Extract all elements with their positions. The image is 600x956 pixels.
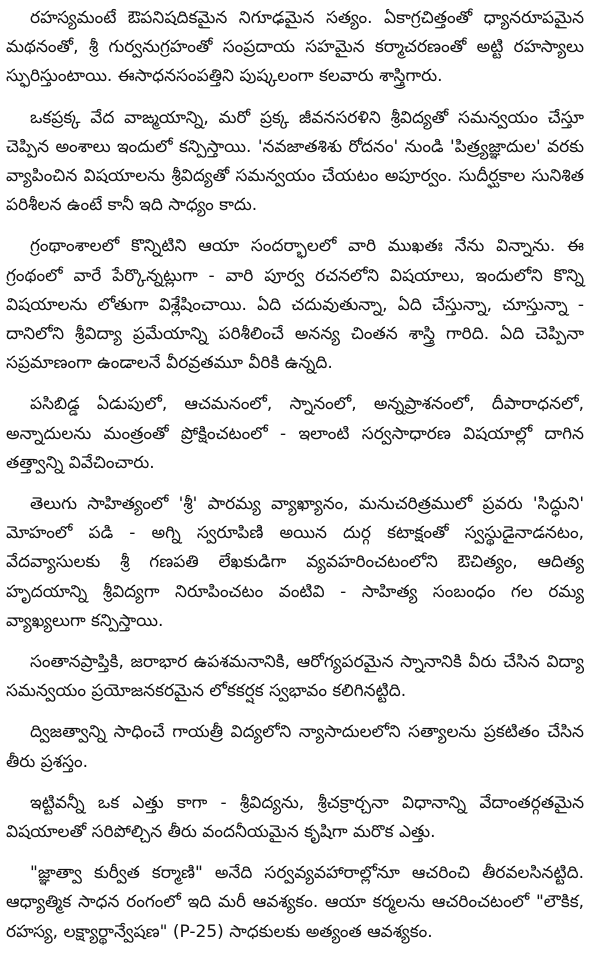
paragraph-5: తెలుగు సాహిత్యంలో 'శ్రీ' పారమ్య వ్యాఖ్యానం, మనుచరిత్రములో ప్రవరు 'సిద్ధుని' మోహంలో పడి - అగ్ని స్వరూపిణి అయిన దుర్గ కటాక్షంతో స్వస్థుడైనాడనటం, వేదవ్యాసులకు శ్రీ గణపతి లేఖకుడిగా వ్యవహరించటంలోని ఔచిత్యం, ఆదిత్య హృదయాన్ని శ్రీవిద్యగా నిరూపించటం వంటివి - సాహిత్య సంబంధం గల రమ్య వ్యాఖ్యలుగా కన్పిస్తాయి. <box>6 494 584 631</box>
paragraph-9: "జ్ఞాత్వా కుర్వీత కర్మాణి" అనేది సర్వవ్యవహారాల్లోనూ ఆచరించి తీరవలసినట్టిది. ఆధ్యాత్మిక సాధన రంగంలో ఇది మరీ ఆవశ్యకం. ఆయా కర్మలను ఆచరించటంలో "లౌకిక, రహస్య, లక్ష్యార్థాన్వేషణ" (P-25) సాధకులకు అత్యంత ఆవశ్యకం. <box>6 863 584 942</box>
paragraph-6: సంతానప్రాప్తికి, జరాభార ఉపశమనానికి, ఆరోగ్యపరమైన స్నానానికి వీరు చేసిన విద్యా సమన్వయం ప్రయోజనకరమైన లోకకర్షక స్వభావం కలిగినట్టిది. <box>6 652 584 702</box>
paragraph-4: పసిబిడ్డ ఏడుపులో, ఆచమనంలో, స్నానంలో, అన్నప్రాశనంలో, దీపారాధనలో, అన్నాదులను మంత్రంతో ప్రోక్షించటంలో - ఇలాంటి సర్వసాధారణ విషయాల్లో దాగిన తత్త్వాన్ని వివేచించారు. <box>6 394 584 473</box>
paragraph-3: గ్రంథాంశాలలో కొన్నిటిని ఆయా సందర్భాలలో వారి ముఖతః నేను విన్నాను. ఈ గ్రంథంలో వారే పేర్కొన్నట్లుగా - వారి పూర్వ రచనలోని విషయాలు, ఇందులోని కొన్ని విషయాలను లోతుగా విశ్లేషించాయి. ఏది చదువుతున్నా, ఏది చేస్తున్నా, చూస్తున్నా - దానిలోని శ్రీవిద్యా ప్రమేయాన్ని పరిశీలించే అనన్య చింతన శాస్త్రి గారిది. ఏది చెప్పినా సప్రమాణంగా ఉండాలనే వీరవ్రతమూ వీరికి ఉన్నది. <box>6 236 584 374</box>
paragraph-7: ద్విజత్వాన్ని సాధించే గాయత్రీ విద్యలోని న్యాసాదులలోని సత్యాలను ప్రకటితం చేసిన తీరు ప్రశస్తం. <box>6 722 584 772</box>
paragraph-2: ఒకప్రక్క వేద వాఙ్మయాన్ని, మరో ప్రక్క జీవనసరళిని శ్రీవిద్యతో సమన్వయం చేస్తూ చెప్పిన అంశాలు ఇందులో కన్పిస్తాయి. 'నవజాతశిశు రోదనం' నుండి 'పిత్ర్యజ్ఞాదుల' వరకు వ్యాపించిన విషయాలను శ్రీవిద్యతో సమన్వయం చేయటం అపూర్వం. సుదీర్ఘకాల సునిశిత పరిశీలన ఉంటే కానీ ఇది సాధ్యం కాదు. <box>6 107 584 216</box>
paragraph-1: రహస్యమంటే ఔపనిషదికమైన నిగూఢమైన సత్యం. ఏకాగ్రచిత్తంతో ధ్యానరూపమైన మథనంతో, శ్రీ గుర్వనుగ్రహంతో సంప్రదాయ సహమైన కర్మాచరణంతో అట్టి రహస్యాలు స్ఫురిస్తుంటాయి. ఈసాధనసంపత్తిని పుష్కలంగా కలవారు శాస్త్రిగారు. <box>6 8 584 87</box>
paragraph-8: ఇట్టివన్నీ ఒక ఎత్తు కాగా - శ్రీవిద్యను, శ్రీచక్రార్చనా విధానాన్ని వేదాంతర్గతమైన విషయాలతో సరిపోల్చిన తీరు వందనీయమైన కృషిగా మరొక ఎత్తు. <box>6 792 584 843</box>
